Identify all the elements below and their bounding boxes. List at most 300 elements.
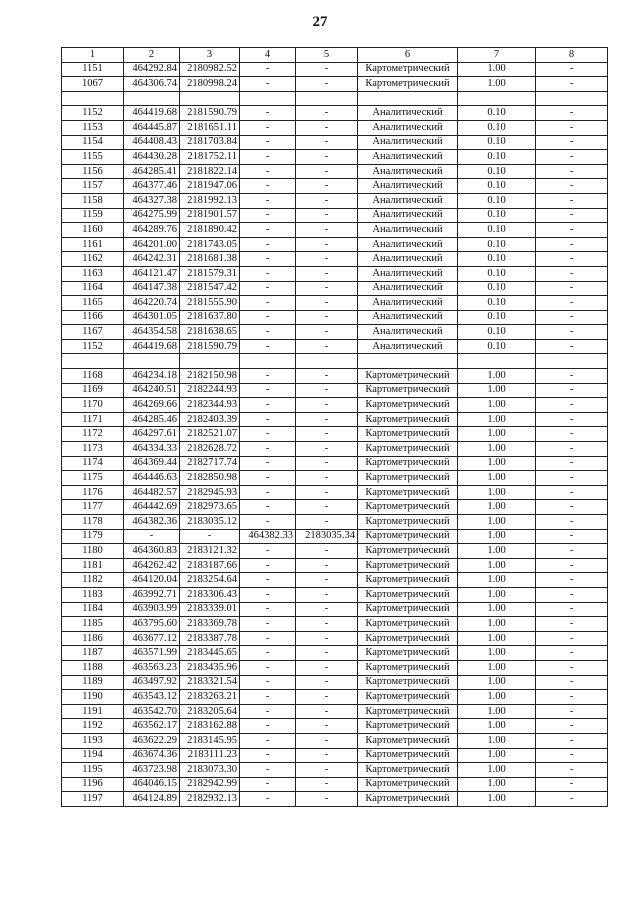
cell-col-1: 1182 — [62, 573, 124, 588]
cell-col-4: - — [240, 223, 296, 238]
separator-row — [62, 91, 608, 106]
empty-cell — [536, 91, 608, 106]
table-row — [62, 602, 608, 617]
cell-col-5: - — [296, 237, 358, 252]
empty-cell — [62, 91, 124, 106]
cell-col-5: - — [296, 325, 358, 340]
cell-col-7: 1.00 — [458, 675, 536, 690]
table-row — [62, 690, 608, 705]
cell-col-6: Аналитический — [358, 193, 458, 208]
cell-col-8: - — [536, 719, 608, 734]
cell-col-2: 464124.89 — [124, 792, 180, 807]
table-row — [62, 777, 608, 792]
table-row — [62, 383, 608, 398]
cell-col-2: 464121.47 — [124, 266, 180, 281]
cell-col-4: - — [240, 325, 296, 340]
cell-col-6: Картометрический — [358, 675, 458, 690]
cell-col-4: - — [240, 237, 296, 252]
cell-col-2: 463795.60 — [124, 617, 180, 632]
cell-col-8: - — [536, 748, 608, 763]
cell-col-5: - — [296, 763, 358, 778]
cell-col-2: 464275.99 — [124, 208, 180, 223]
cell-col-7: 1.00 — [458, 602, 536, 617]
empty-cell — [62, 354, 124, 369]
cell-col-7: 1.00 — [458, 456, 536, 471]
cell-col-6: Аналитический — [358, 266, 458, 281]
cell-col-3: 2183306.43 — [180, 587, 240, 602]
cell-col-6: Картометрический — [358, 558, 458, 573]
cell-col-1: 1162 — [62, 252, 124, 267]
cell-col-7: 0.10 — [458, 223, 536, 238]
cell-col-7: 1.00 — [458, 573, 536, 588]
cell-col-6: Картометрический — [358, 690, 458, 705]
empty-cell — [180, 91, 240, 106]
cell-col-8: - — [536, 704, 608, 719]
table-row — [62, 369, 608, 384]
cell-col-3: 2182344.93 — [180, 398, 240, 413]
cell-col-2: 464201.00 — [124, 237, 180, 252]
cell-col-6: Картометрический — [358, 660, 458, 675]
cell-col-5: - — [296, 456, 358, 471]
cell-col-4: - — [240, 617, 296, 632]
cell-col-4: - — [240, 252, 296, 267]
cell-col-1: 1168 — [62, 369, 124, 384]
cell-col-4: - — [240, 515, 296, 530]
cell-col-1: 1178 — [62, 515, 124, 530]
cell-col-4: - — [240, 106, 296, 121]
cell-col-6: Картометрический — [358, 646, 458, 661]
table-row — [62, 325, 608, 340]
cell-col-2: 464354.58 — [124, 325, 180, 340]
cell-col-1: 1186 — [62, 631, 124, 646]
cell-col-6: Аналитический — [358, 237, 458, 252]
cell-col-2: 463543.12 — [124, 690, 180, 705]
cell-col-8: - — [536, 792, 608, 807]
cell-col-7: 0.10 — [458, 208, 536, 223]
cell-col-7: 1.00 — [458, 369, 536, 384]
cell-col-1: 1155 — [62, 150, 124, 165]
cell-col-2: 464306.74 — [124, 77, 180, 92]
cell-col-7: 1.00 — [458, 690, 536, 705]
cell-col-5: - — [296, 719, 358, 734]
table-row — [62, 704, 608, 719]
cell-col-3: 2181637.80 — [180, 310, 240, 325]
cell-col-6: Картометрический — [358, 383, 458, 398]
cell-col-4: - — [240, 763, 296, 778]
cell-col-1: 1177 — [62, 500, 124, 515]
empty-cell — [124, 354, 180, 369]
cell-col-4: - — [240, 339, 296, 354]
cell-col-7: 1.00 — [458, 587, 536, 602]
cell-col-3: 2181681.38 — [180, 252, 240, 267]
cell-col-7: 1.00 — [458, 398, 536, 413]
cell-col-4: - — [240, 748, 296, 763]
cell-col-8: - — [536, 675, 608, 690]
cell-col-7: 1.00 — [458, 646, 536, 661]
cell-col-4: - — [240, 62, 296, 77]
cell-col-3: 2183445.65 — [180, 646, 240, 661]
cell-col-1: 1190 — [62, 690, 124, 705]
cell-col-1: 1193 — [62, 733, 124, 748]
cell-col-8: - — [536, 558, 608, 573]
cell-col-5: - — [296, 544, 358, 559]
cell-col-1: 1160 — [62, 223, 124, 238]
cell-col-1: 1187 — [62, 646, 124, 661]
cell-col-3: 2182932.13 — [180, 792, 240, 807]
cell-col-3: 2182521.07 — [180, 427, 240, 442]
cell-col-5: - — [296, 704, 358, 719]
cell-col-8: - — [536, 690, 608, 705]
cell-col-6: Аналитический — [358, 252, 458, 267]
cell-col-8: - — [536, 252, 608, 267]
cell-col-4: - — [240, 412, 296, 427]
table-row — [62, 763, 608, 778]
cell-col-7: 1.00 — [458, 383, 536, 398]
cell-col-8: - — [536, 500, 608, 515]
cell-col-7: 1.00 — [458, 500, 536, 515]
table-row — [62, 310, 608, 325]
cell-col-6: Аналитический — [358, 223, 458, 238]
table-row — [62, 281, 608, 296]
cell-col-6: Картометрический — [358, 500, 458, 515]
cell-col-4: - — [240, 193, 296, 208]
cell-col-1: 1196 — [62, 777, 124, 792]
cell-col-5: - — [296, 792, 358, 807]
cell-col-2: 464419.68 — [124, 339, 180, 354]
cell-col-7: 1.00 — [458, 558, 536, 573]
cell-col-2: 464220.74 — [124, 296, 180, 311]
cell-col-2: 464242.31 — [124, 252, 180, 267]
cell-col-7: 1.00 — [458, 660, 536, 675]
cell-col-3: 2181703.84 — [180, 135, 240, 150]
cell-col-7: 0.10 — [458, 296, 536, 311]
empty-cell — [124, 91, 180, 106]
table-row — [62, 120, 608, 135]
table-row — [62, 558, 608, 573]
cell-col-6: Картометрический — [358, 62, 458, 77]
cell-col-6: Аналитический — [358, 135, 458, 150]
cell-col-2: 464269.66 — [124, 398, 180, 413]
cell-col-2: 464147.38 — [124, 281, 180, 296]
cell-col-3: 2181947.06 — [180, 179, 240, 194]
cell-col-5: - — [296, 223, 358, 238]
cell-col-6: Картометрический — [358, 471, 458, 486]
cell-col-7: 1.00 — [458, 617, 536, 632]
cell-col-5: - — [296, 631, 358, 646]
cell-col-5: - — [296, 646, 358, 661]
header-row — [62, 48, 608, 63]
cell-col-7: 1.00 — [458, 733, 536, 748]
cell-col-1: 1156 — [62, 164, 124, 179]
cell-col-8: - — [536, 617, 608, 632]
cell-col-8: - — [536, 106, 608, 121]
cell-col-8: - — [536, 135, 608, 150]
cell-col-1: 1195 — [62, 763, 124, 778]
cell-col-1: 1164 — [62, 281, 124, 296]
cell-col-5: - — [296, 733, 358, 748]
separator-row — [62, 354, 608, 369]
cell-col-3: 2183035.12 — [180, 515, 240, 530]
cell-col-4: - — [240, 471, 296, 486]
cell-col-1: 1189 — [62, 675, 124, 690]
cell-col-5: - — [296, 690, 358, 705]
cell-col-4: - — [240, 500, 296, 515]
cell-col-4: - — [240, 602, 296, 617]
table-row — [62, 544, 608, 559]
cell-col-4: - — [240, 456, 296, 471]
cell-col-6: Картометрический — [358, 719, 458, 734]
column-header-6: 6 — [358, 48, 458, 63]
cell-col-3: 2183162.88 — [180, 719, 240, 734]
cell-col-8: - — [536, 120, 608, 135]
cell-col-4: 464382.33 — [240, 529, 296, 544]
cell-col-6: Картометрический — [358, 515, 458, 530]
cell-col-6: Картометрический — [358, 792, 458, 807]
cell-col-2: 463542.70 — [124, 704, 180, 719]
cell-col-8: - — [536, 223, 608, 238]
cell-col-2: 464334.33 — [124, 442, 180, 457]
cell-col-2: 464046.15 — [124, 777, 180, 792]
cell-col-5: - — [296, 383, 358, 398]
cell-col-5: - — [296, 120, 358, 135]
cell-col-7: 0.10 — [458, 120, 536, 135]
cell-col-4: - — [240, 690, 296, 705]
cell-col-1: 1152 — [62, 339, 124, 354]
cell-col-4: - — [240, 266, 296, 281]
cell-col-4: - — [240, 573, 296, 588]
cell-col-2: 463562.17 — [124, 719, 180, 734]
cell-col-1: 1169 — [62, 383, 124, 398]
cell-col-6: Аналитический — [358, 179, 458, 194]
cell-col-7: 1.00 — [458, 485, 536, 500]
cell-col-6: Картометрический — [358, 456, 458, 471]
cell-col-3: 2181590.79 — [180, 339, 240, 354]
cell-col-8: - — [536, 296, 608, 311]
cell-col-3: 2181743.05 — [180, 237, 240, 252]
table-row — [62, 675, 608, 690]
cell-col-2: 463674.36 — [124, 748, 180, 763]
cell-col-5: - — [296, 660, 358, 675]
cell-col-1: 1188 — [62, 660, 124, 675]
cell-col-3: 2183073.30 — [180, 763, 240, 778]
cell-col-4: - — [240, 135, 296, 150]
table-row — [62, 237, 608, 252]
cell-col-8: - — [536, 529, 608, 544]
cell-col-1: 1174 — [62, 456, 124, 471]
cell-col-5: - — [296, 266, 358, 281]
cell-col-5: - — [296, 485, 358, 500]
cell-col-8: - — [536, 281, 608, 296]
table-row — [62, 427, 608, 442]
table-row — [62, 573, 608, 588]
cell-col-5: - — [296, 208, 358, 223]
cell-col-1: 1175 — [62, 471, 124, 486]
cell-col-5: - — [296, 179, 358, 194]
cell-col-5: - — [296, 412, 358, 427]
cell-col-2: 464445.87 — [124, 120, 180, 135]
cell-col-6: Картометрический — [358, 573, 458, 588]
cell-col-7: 1.00 — [458, 763, 536, 778]
empty-cell — [296, 354, 358, 369]
column-header-2: 2 — [124, 48, 180, 63]
cell-col-6: Аналитический — [358, 120, 458, 135]
cell-col-2: 464234.18 — [124, 369, 180, 384]
cell-col-3: 2181822.14 — [180, 164, 240, 179]
cell-col-3: 2183111.23 — [180, 748, 240, 763]
cell-col-6: Аналитический — [358, 296, 458, 311]
cell-col-8: - — [536, 485, 608, 500]
cell-col-6: Аналитический — [358, 164, 458, 179]
cell-col-5: - — [296, 515, 358, 530]
cell-col-5: - — [296, 369, 358, 384]
cell-col-4: - — [240, 646, 296, 661]
cell-col-3: 2183387.78 — [180, 631, 240, 646]
cell-col-2: - — [124, 529, 180, 544]
cell-col-4: - — [240, 383, 296, 398]
cell-col-3: 2181890.42 — [180, 223, 240, 238]
table-row — [62, 135, 608, 150]
cell-col-6: Картометрический — [358, 602, 458, 617]
cell-col-2: 463571.99 — [124, 646, 180, 661]
cell-col-1: 1163 — [62, 266, 124, 281]
cell-col-8: - — [536, 164, 608, 179]
cell-col-7: 0.10 — [458, 135, 536, 150]
cell-col-4: - — [240, 369, 296, 384]
cell-col-8: - — [536, 763, 608, 778]
table-row — [62, 515, 608, 530]
cell-col-3: 2181752.11 — [180, 150, 240, 165]
cell-col-3: 2181555.90 — [180, 296, 240, 311]
cell-col-4: - — [240, 777, 296, 792]
cell-col-7: 0.10 — [458, 150, 536, 165]
cell-col-3: 2181590.79 — [180, 106, 240, 121]
cell-col-6: Аналитический — [358, 208, 458, 223]
cell-col-2: 464289.76 — [124, 223, 180, 238]
cell-col-1: 1191 — [62, 704, 124, 719]
cell-col-1: 1192 — [62, 719, 124, 734]
cell-col-2: 464285.46 — [124, 412, 180, 427]
coordinates-table — [61, 47, 608, 807]
cell-col-1: 1180 — [62, 544, 124, 559]
table-row — [62, 646, 608, 661]
cell-col-4: - — [240, 733, 296, 748]
cell-col-8: - — [536, 544, 608, 559]
cell-col-8: - — [536, 471, 608, 486]
cell-col-7: 1.00 — [458, 631, 536, 646]
cell-col-4: - — [240, 704, 296, 719]
cell-col-5: - — [296, 398, 358, 413]
cell-col-1: 1158 — [62, 193, 124, 208]
cell-col-2: 464482.57 — [124, 485, 180, 500]
cell-col-1: 1170 — [62, 398, 124, 413]
cell-col-5: - — [296, 558, 358, 573]
cell-col-8: - — [536, 602, 608, 617]
cell-col-1: 1161 — [62, 237, 124, 252]
cell-col-7: 1.00 — [458, 62, 536, 77]
column-header-1: 1 — [62, 48, 124, 63]
table-row — [62, 62, 608, 77]
cell-col-7: 1.00 — [458, 77, 536, 92]
cell-col-6: Картометрический — [358, 77, 458, 92]
cell-col-1: 1171 — [62, 412, 124, 427]
cell-col-5: - — [296, 62, 358, 77]
cell-col-6: Картометрический — [358, 617, 458, 632]
table-row — [62, 617, 608, 632]
cell-col-4: - — [240, 719, 296, 734]
cell-col-6: Картометрический — [358, 587, 458, 602]
cell-col-2: 464442.69 — [124, 500, 180, 515]
cell-col-3: 2182717.74 — [180, 456, 240, 471]
empty-cell — [358, 354, 458, 369]
cell-col-3: 2183263.21 — [180, 690, 240, 705]
cell-col-7: 0.10 — [458, 179, 536, 194]
cell-col-7: 1.00 — [458, 544, 536, 559]
table-row — [62, 77, 608, 92]
cell-col-2: 464382.36 — [124, 515, 180, 530]
cell-col-8: - — [536, 573, 608, 588]
cell-col-6: Аналитический — [358, 106, 458, 121]
cell-col-5: - — [296, 573, 358, 588]
cell-col-5: - — [296, 587, 358, 602]
cell-col-8: - — [536, 587, 608, 602]
cell-col-2: 464377.46 — [124, 179, 180, 194]
cell-col-5: - — [296, 150, 358, 165]
cell-col-7: 0.10 — [458, 310, 536, 325]
cell-col-3: 2182150.98 — [180, 369, 240, 384]
cell-col-6: Картометрический — [358, 544, 458, 559]
cell-col-4: - — [240, 77, 296, 92]
cell-col-5: - — [296, 310, 358, 325]
cell-col-4: - — [240, 164, 296, 179]
table-row — [62, 587, 608, 602]
cell-col-6: Картометрический — [358, 398, 458, 413]
column-header-3: 3 — [180, 48, 240, 63]
table-row — [62, 471, 608, 486]
empty-cell — [240, 354, 296, 369]
cell-col-4: - — [240, 427, 296, 442]
cell-col-1: 1154 — [62, 135, 124, 150]
table-row — [62, 106, 608, 121]
cell-col-6: Картометрический — [358, 777, 458, 792]
cell-col-1: 1173 — [62, 442, 124, 457]
cell-col-3: 2183435.96 — [180, 660, 240, 675]
cell-col-4: - — [240, 631, 296, 646]
cell-col-3: 2180982.52 — [180, 62, 240, 77]
cell-col-3: 2180998.24 — [180, 77, 240, 92]
cell-col-8: - — [536, 339, 608, 354]
table-row — [62, 296, 608, 311]
cell-col-6: Картометрический — [358, 485, 458, 500]
cell-col-7: 0.10 — [458, 339, 536, 354]
cell-col-4: - — [240, 296, 296, 311]
cell-col-2: 464446.63 — [124, 471, 180, 486]
cell-col-6: Аналитический — [358, 281, 458, 296]
cell-col-6: Картометрический — [358, 748, 458, 763]
table-row — [62, 398, 608, 413]
cell-col-8: - — [536, 237, 608, 252]
cell-col-8: - — [536, 266, 608, 281]
table-row — [62, 631, 608, 646]
cell-col-3: 2183121.32 — [180, 544, 240, 559]
cell-col-1: 1194 — [62, 748, 124, 763]
table-row — [62, 456, 608, 471]
cell-col-6: Картометрический — [358, 529, 458, 544]
cell-col-1: 1179 — [62, 529, 124, 544]
cell-col-3: 2182403.39 — [180, 412, 240, 427]
cell-col-4: - — [240, 442, 296, 457]
cell-col-7: 1.00 — [458, 748, 536, 763]
cell-col-4: - — [240, 398, 296, 413]
